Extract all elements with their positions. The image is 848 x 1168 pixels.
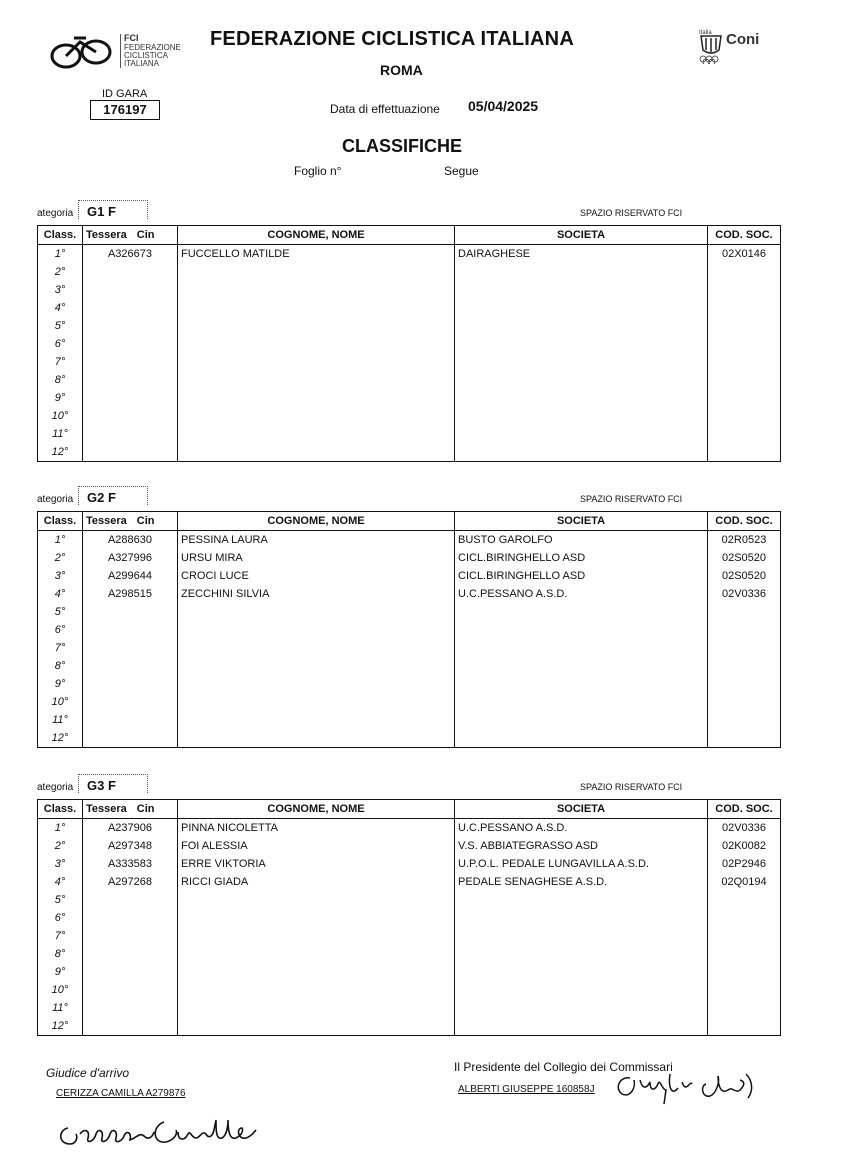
row-societa: [455, 443, 708, 462]
row-cod: [708, 425, 781, 443]
row-position: 11°: [38, 711, 83, 729]
table-row: [38, 621, 781, 639]
row-societa: [455, 317, 708, 335]
row-position: 4°: [38, 873, 83, 891]
row-cod: [708, 711, 781, 729]
row-name: [178, 891, 455, 909]
row-cod: [708, 945, 781, 963]
coni-logo: [698, 28, 778, 68]
giudice-name: CERIZZA CAMILLA A279876: [56, 1088, 186, 1099]
table-row: [38, 443, 781, 462]
row-cod: [708, 729, 781, 748]
row-societa: PEDALE SENAGHESE A.S.D.: [455, 873, 708, 891]
row-cod: [708, 963, 781, 981]
row-name: [178, 443, 455, 462]
row-societa: [455, 603, 708, 621]
row-societa: [455, 1017, 708, 1036]
segue-label: Segue: [444, 164, 479, 178]
row-name: [178, 963, 455, 981]
row-name: [178, 945, 455, 963]
row-position: 2°: [38, 549, 83, 567]
header-cin-label: Cin: [136, 515, 155, 527]
row-name: [178, 281, 455, 299]
header-tessera: [83, 512, 178, 531]
table-header-row: [38, 512, 781, 531]
row-name: [178, 389, 455, 407]
row-cod: [708, 603, 781, 621]
row-tessera: [83, 263, 178, 281]
row-societa: [455, 425, 708, 443]
row-position: 2°: [38, 263, 83, 281]
table-row: [38, 317, 781, 335]
table-row: [38, 963, 781, 981]
row-tessera: A333583: [83, 855, 178, 873]
row-tessera: [83, 371, 178, 389]
row-name: [178, 729, 455, 748]
row-tessera: [83, 1017, 178, 1036]
table-header-row: [38, 800, 781, 819]
row-position: 9°: [38, 389, 83, 407]
row-tessera: [83, 909, 178, 927]
row-position: 5°: [38, 603, 83, 621]
header-societa: SOCIETA: [455, 226, 708, 245]
row-cod: [708, 335, 781, 353]
row-societa: [455, 927, 708, 945]
row-cod: [708, 891, 781, 909]
table-row: [38, 425, 781, 443]
row-name: FUCCELLO MATILDE: [178, 245, 455, 264]
row-tessera: [83, 603, 178, 621]
table-row: [38, 299, 781, 317]
row-position: 8°: [38, 657, 83, 675]
row-tessera: [83, 657, 178, 675]
row-societa: [455, 981, 708, 999]
row-position: 6°: [38, 909, 83, 927]
category-value: G3 F: [78, 774, 148, 793]
row-societa: [455, 621, 708, 639]
row-societa: U.P.O.L. PEDALE LUNGAVILLA A.S.D.: [455, 855, 708, 873]
row-societa: [455, 945, 708, 963]
header-class: Class.: [38, 800, 83, 819]
table-row: [38, 981, 781, 999]
reserved-label: SPAZIO RISERVATO FCI: [580, 208, 683, 218]
row-cod: [708, 657, 781, 675]
row-name: [178, 263, 455, 281]
row-societa: [455, 407, 708, 425]
row-name: ZECCHINI SILVIA: [178, 585, 455, 603]
header-cin-label: Cin: [136, 229, 155, 241]
row-name: [178, 353, 455, 371]
presidente-signature: [590, 1060, 770, 1108]
row-tessera: [83, 711, 178, 729]
header-cod: COD. SOC.: [708, 226, 781, 245]
row-name: [178, 425, 455, 443]
table-row: [38, 371, 781, 389]
classification-table: [37, 511, 781, 748]
row-cod: [708, 281, 781, 299]
row-tessera: [83, 407, 178, 425]
table-row: [38, 353, 781, 371]
reserved-label: SPAZIO RISERVATO FCI: [580, 494, 683, 504]
row-cod: [708, 621, 781, 639]
row-name: CROCI LUCE: [178, 567, 455, 585]
fci-logo: [48, 30, 188, 74]
fci-logo-abbr: FCI: [124, 33, 139, 43]
row-cod: [708, 407, 781, 425]
row-position: 1°: [38, 819, 83, 838]
coni-emblem-icon: [698, 28, 724, 64]
row-position: 4°: [38, 299, 83, 317]
row-tessera: [83, 281, 178, 299]
row-position: 3°: [38, 567, 83, 585]
row-name: [178, 693, 455, 711]
classification-table: [37, 225, 781, 462]
row-name: ERRE VIKTORIA: [178, 855, 455, 873]
row-position: 12°: [38, 729, 83, 748]
row-tessera: [83, 927, 178, 945]
row-name: [178, 675, 455, 693]
row-name: [178, 335, 455, 353]
row-position: 8°: [38, 371, 83, 389]
row-cod: [708, 317, 781, 335]
category-label: ategoria: [37, 782, 74, 793]
row-name: [178, 1017, 455, 1036]
row-position: 5°: [38, 891, 83, 909]
row-name: [178, 999, 455, 1017]
row-name: [178, 317, 455, 335]
category-label: ategoria: [37, 208, 74, 219]
fci-logo-sub-1: FEDERAZIONE: [124, 43, 181, 52]
header-name: COGNOME, NOME: [178, 512, 455, 531]
coni-logo-text: Coni: [726, 31, 760, 48]
row-cod: 02S0520: [708, 567, 781, 585]
header-tessera-label: Tessera: [86, 229, 127, 241]
header-tessera-label: Tessera: [86, 515, 127, 527]
table-row: [38, 335, 781, 353]
row-cod: 02V0336: [708, 585, 781, 603]
row-cod: [708, 299, 781, 317]
row-societa: [455, 353, 708, 371]
row-cod: 02P2946: [708, 855, 781, 873]
header-class: Class.: [38, 226, 83, 245]
table-row: [38, 263, 781, 281]
category-value: G1 F: [78, 200, 148, 219]
header-name: COGNOME, NOME: [178, 226, 455, 245]
row-societa: [455, 657, 708, 675]
row-position: 7°: [38, 353, 83, 371]
header-cod: COD. SOC.: [708, 800, 781, 819]
date-label: Data di effettuazione: [330, 102, 440, 116]
giudice-signature: [56, 1108, 266, 1152]
row-tessera: [83, 443, 178, 462]
row-tessera: [83, 675, 178, 693]
row-societa: [455, 729, 708, 748]
row-tessera: [83, 335, 178, 353]
row-societa: [455, 299, 708, 317]
table-row: [38, 837, 781, 855]
table-row: [38, 603, 781, 621]
row-societa: CICL.BIRINGHELLO ASD: [455, 567, 708, 585]
row-tessera: A327996: [83, 549, 178, 567]
row-cod: [708, 693, 781, 711]
row-position: 9°: [38, 675, 83, 693]
row-tessera: [83, 981, 178, 999]
row-position: 10°: [38, 693, 83, 711]
row-societa: BUSTO GAROLFO: [455, 531, 708, 550]
table-row: [38, 531, 781, 550]
row-name: [178, 407, 455, 425]
row-cod: [708, 371, 781, 389]
row-position: 6°: [38, 335, 83, 353]
row-tessera: [83, 729, 178, 748]
coni-italia-text: Italia: [699, 30, 712, 36]
page-subtitle: ROMA: [380, 62, 423, 78]
row-cod: 02S0520: [708, 549, 781, 567]
section-title: CLASSIFICHE: [342, 136, 463, 156]
row-name: [178, 909, 455, 927]
table-row: [38, 927, 781, 945]
row-tessera: [83, 389, 178, 407]
table-row: [38, 693, 781, 711]
row-position: 7°: [38, 927, 83, 945]
row-name: [178, 639, 455, 657]
fci-logo-sub-2: CICLISTICA: [124, 51, 169, 60]
row-tessera: A297348: [83, 837, 178, 855]
row-position: 8°: [38, 945, 83, 963]
table-row: [38, 245, 781, 264]
table-header-row: [38, 226, 781, 245]
row-name: [178, 603, 455, 621]
row-position: 3°: [38, 855, 83, 873]
header-name: COGNOME, NOME: [178, 800, 455, 819]
row-name: [178, 711, 455, 729]
row-position: 1°: [38, 245, 83, 264]
row-position: 11°: [38, 425, 83, 443]
row-name: FOI ALESSIA: [178, 837, 455, 855]
row-name: PESSINA LAURA: [178, 531, 455, 550]
table-row: [38, 711, 781, 729]
row-tessera: [83, 353, 178, 371]
fci-logo-text: [120, 34, 181, 68]
row-societa: V.S. ABBIATEGRASSO ASD: [455, 837, 708, 855]
table-row: [38, 407, 781, 425]
table-row: [38, 657, 781, 675]
row-cod: [708, 981, 781, 999]
table-row: [38, 549, 781, 567]
table-row: [38, 819, 781, 838]
row-cod: 02Q0194: [708, 873, 781, 891]
row-name: PINNA NICOLETTA: [178, 819, 455, 838]
presidente-name: ALBERTI GIUSEPPE 160858J: [458, 1084, 595, 1095]
foglio-label: Foglio n°: [294, 164, 342, 178]
row-name: [178, 981, 455, 999]
table-row: [38, 945, 781, 963]
row-cod: [708, 1017, 781, 1036]
row-societa: [455, 263, 708, 281]
row-societa: CICL.BIRINGHELLO ASD: [455, 549, 708, 567]
row-tessera: [83, 639, 178, 657]
row-name: [178, 927, 455, 945]
giudice-label: Giudice d'arrivo: [46, 1066, 129, 1080]
row-tessera: [83, 317, 178, 335]
row-cod: 02X0146: [708, 245, 781, 264]
row-position: 2°: [38, 837, 83, 855]
row-societa: U.C.PESSANO A.S.D.: [455, 819, 708, 838]
row-name: [178, 371, 455, 389]
date-value: 05/04/2025: [468, 98, 539, 114]
row-cod: 02R0523: [708, 531, 781, 550]
row-cod: [708, 389, 781, 407]
row-cod: [708, 443, 781, 462]
row-societa: [455, 389, 708, 407]
header-cod: COD. SOC.: [708, 512, 781, 531]
table-row: [38, 1017, 781, 1036]
row-position: 12°: [38, 443, 83, 462]
row-tessera: [83, 891, 178, 909]
row-societa: [455, 999, 708, 1017]
table-row: [38, 675, 781, 693]
row-cod: [708, 675, 781, 693]
row-position: 4°: [38, 585, 83, 603]
row-tessera: [83, 999, 178, 1017]
row-societa: [455, 371, 708, 389]
header-tessera-label: Tessera: [86, 803, 127, 815]
header-societa: SOCIETA: [455, 512, 708, 531]
row-tessera: [83, 945, 178, 963]
row-cod: 02V0336: [708, 819, 781, 838]
row-position: 1°: [38, 531, 83, 550]
category-label: ategoria: [37, 494, 74, 505]
row-name: [178, 657, 455, 675]
row-position: 10°: [38, 407, 83, 425]
table-row: [38, 585, 781, 603]
classification-table: [37, 799, 781, 1036]
row-tessera: A299644: [83, 567, 178, 585]
row-societa: DAIRAGHESE: [455, 245, 708, 264]
row-societa: U.C.PESSANO A.S.D.: [455, 585, 708, 603]
header-cin-label: Cin: [136, 803, 155, 815]
table-row: [38, 729, 781, 748]
row-tessera: [83, 425, 178, 443]
row-tessera: [83, 299, 178, 317]
row-cod: [708, 999, 781, 1017]
row-tessera: [83, 621, 178, 639]
table-row: [38, 855, 781, 873]
row-cod: [708, 639, 781, 657]
row-tessera: A237906: [83, 819, 178, 838]
row-position: 12°: [38, 1017, 83, 1036]
row-name: [178, 299, 455, 317]
row-societa: [455, 909, 708, 927]
fci-logo-sub-3: ITALIANA: [124, 59, 159, 68]
row-cod: [708, 263, 781, 281]
row-societa: [455, 281, 708, 299]
header-societa: SOCIETA: [455, 800, 708, 819]
row-position: 10°: [38, 981, 83, 999]
header-class: Class.: [38, 512, 83, 531]
row-position: 7°: [38, 639, 83, 657]
table-row: [38, 873, 781, 891]
row-cod: [708, 353, 781, 371]
row-societa: [455, 675, 708, 693]
row-tessera: A297268: [83, 873, 178, 891]
row-tessera: A326673: [83, 245, 178, 264]
row-societa: [455, 639, 708, 657]
row-societa: [455, 693, 708, 711]
table-row: [38, 999, 781, 1017]
reserved-label: SPAZIO RISERVATO FCI: [580, 782, 683, 792]
row-position: 11°: [38, 999, 83, 1017]
row-name: [178, 621, 455, 639]
table-row: [38, 909, 781, 927]
header-tessera: [83, 226, 178, 245]
row-societa: [455, 963, 708, 981]
id-gara-label: ID GARA: [102, 88, 148, 100]
id-gara-value: 176197: [90, 100, 160, 120]
table-row: [38, 389, 781, 407]
row-societa: [455, 711, 708, 729]
presidente-label: Il Presidente del Collegio dei Commissari: [454, 1060, 673, 1074]
row-societa: [455, 891, 708, 909]
row-position: 9°: [38, 963, 83, 981]
row-tessera: A298515: [83, 585, 178, 603]
table-row: [38, 891, 781, 909]
row-cod: [708, 909, 781, 927]
table-row: [38, 281, 781, 299]
fci-bicycle-icon: [48, 34, 116, 70]
table-row: [38, 567, 781, 585]
row-name: URSU MIRA: [178, 549, 455, 567]
row-tessera: A288630: [83, 531, 178, 550]
row-position: 5°: [38, 317, 83, 335]
row-cod: 02K0082: [708, 837, 781, 855]
row-societa: [455, 335, 708, 353]
row-cod: [708, 927, 781, 945]
category-value: G2 F: [78, 486, 148, 505]
table-row: [38, 639, 781, 657]
row-tessera: [83, 963, 178, 981]
row-position: 3°: [38, 281, 83, 299]
row-name: RICCI GIADA: [178, 873, 455, 891]
row-position: 6°: [38, 621, 83, 639]
header-tessera: [83, 800, 178, 819]
row-tessera: [83, 693, 178, 711]
page-title: FEDERAZIONE CICLISTICA ITALIANA: [210, 28, 574, 50]
